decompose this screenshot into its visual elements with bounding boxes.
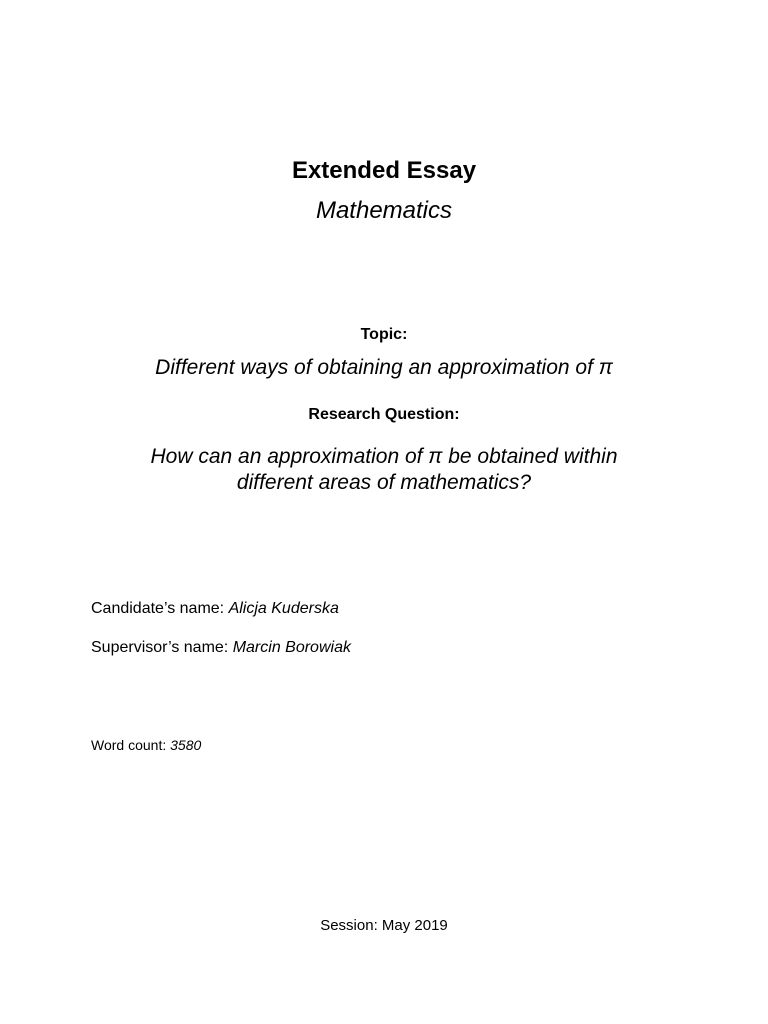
supervisor-name-value: Marcin Borowiak (232, 639, 351, 656)
topic-text: Different ways of obtaining an approximation of π (155, 356, 613, 379)
word-count-value: 3580 (170, 737, 202, 753)
supervisor-name-label: Supervisor’s name: (91, 639, 233, 656)
supervisor-name-row (91, 638, 351, 658)
research-question-text (0, 444, 768, 496)
word-count-row (91, 736, 201, 754)
subject-heading: Mathematics (315, 197, 453, 224)
document-title: Extended Essay (291, 157, 477, 184)
research-question-line-1: How can an approximation of π be obtained within (150, 445, 618, 468)
candidate-name-label: Candidate’s name: (91, 600, 229, 617)
topic-label: Topic: (360, 326, 408, 343)
session-text: Session: May 2019 (320, 917, 448, 934)
candidate-name-value: Alicja Kuderska (228, 600, 339, 617)
candidate-name-row (91, 599, 339, 619)
research-question-label: Research Question: (308, 406, 460, 423)
word-count-label: Word count: (91, 737, 171, 753)
research-question-line-2: different areas of mathematics? (236, 471, 532, 494)
